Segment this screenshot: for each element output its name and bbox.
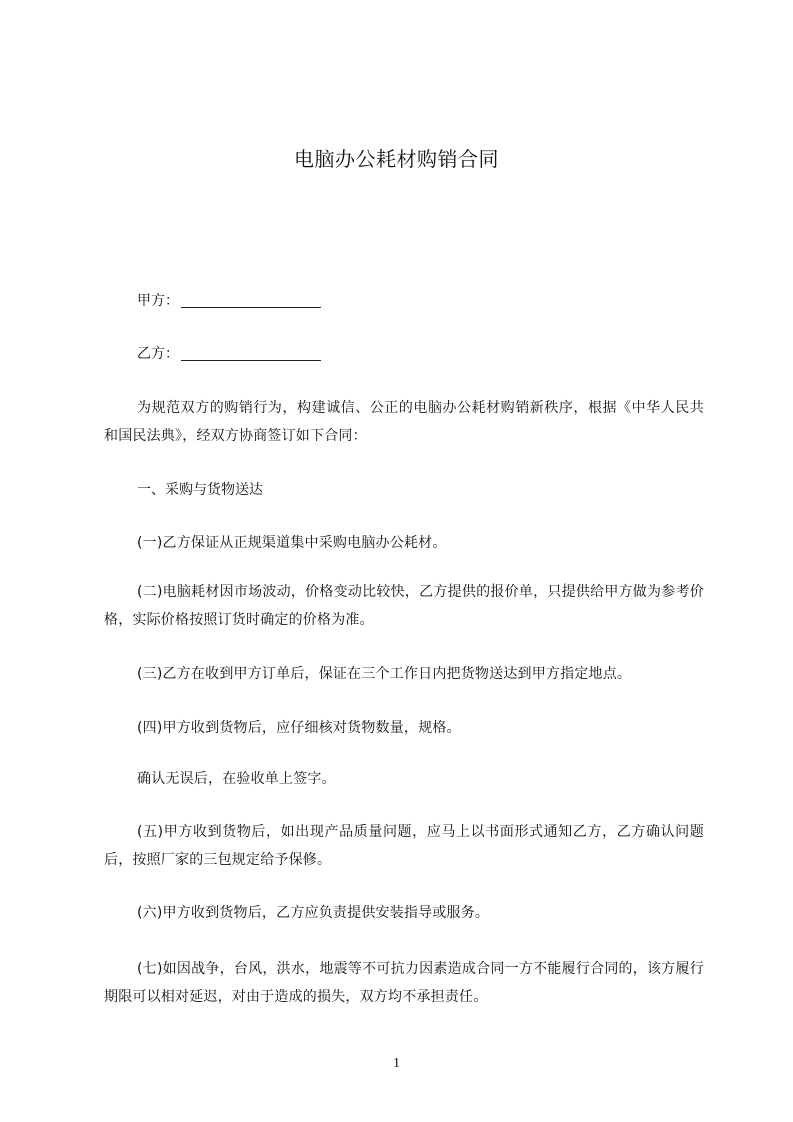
clause-7: (七)如因战争，台风，洪水，地震等不可抗力因素造成合同一方不能履行合同的，该方履行期限可以相对延迟，对由于造成的损失，双方均不承担责任。: [104, 961, 704, 1005]
intro-paragraph: 为规范双方的购销行为，构建诚信、公正的电脑办公耗材购销新秩序，根据《中华人民共和国民法典》，经双方协商签订如下合同：: [104, 400, 704, 444]
clause-4-note: 确认无误后，在验收单上签字。: [137, 771, 336, 787]
party-a-blank: [181, 291, 321, 308]
clause-4: (四)甲方收到货物后，应仔细核对货物数量，规格。: [137, 720, 461, 736]
party-a-line: [137, 287, 321, 315]
page-number: 1: [393, 1056, 400, 1071]
section-1-heading: 一、采购与货物送达: [137, 482, 263, 498]
clause-3: (三)乙方在收到甲方订单后，保证在三个工作日内把货物送达到甲方指定地点。: [137, 666, 632, 682]
clause-2: (二)电脑耗材因市场波动，价格变动比较快，乙方提供的报价单，只提供给甲方做为参考价格，实际价格按照订货时确定的价格为准。: [104, 584, 704, 628]
party-b-line: [137, 340, 321, 368]
party-b-blank: [181, 344, 321, 361]
clause-5: (五)甲方收到货物后，如出现产品质量问题，应马上以书面形式通知乙方，乙方确认问题后，按照厂家的三包规定给予保修。: [104, 824, 704, 868]
party-b-label: 乙方：: [137, 346, 179, 362]
clause-1: (一)乙方保证从正规渠道集中采购电脑办公耗材。: [137, 535, 447, 551]
party-a-label: 甲方：: [137, 293, 179, 309]
document-title: 电脑办公耗材购销合同: [294, 147, 499, 171]
clause-6: (六)甲方收到货物后，乙方应负责提供安装指导或服务。: [137, 905, 490, 921]
